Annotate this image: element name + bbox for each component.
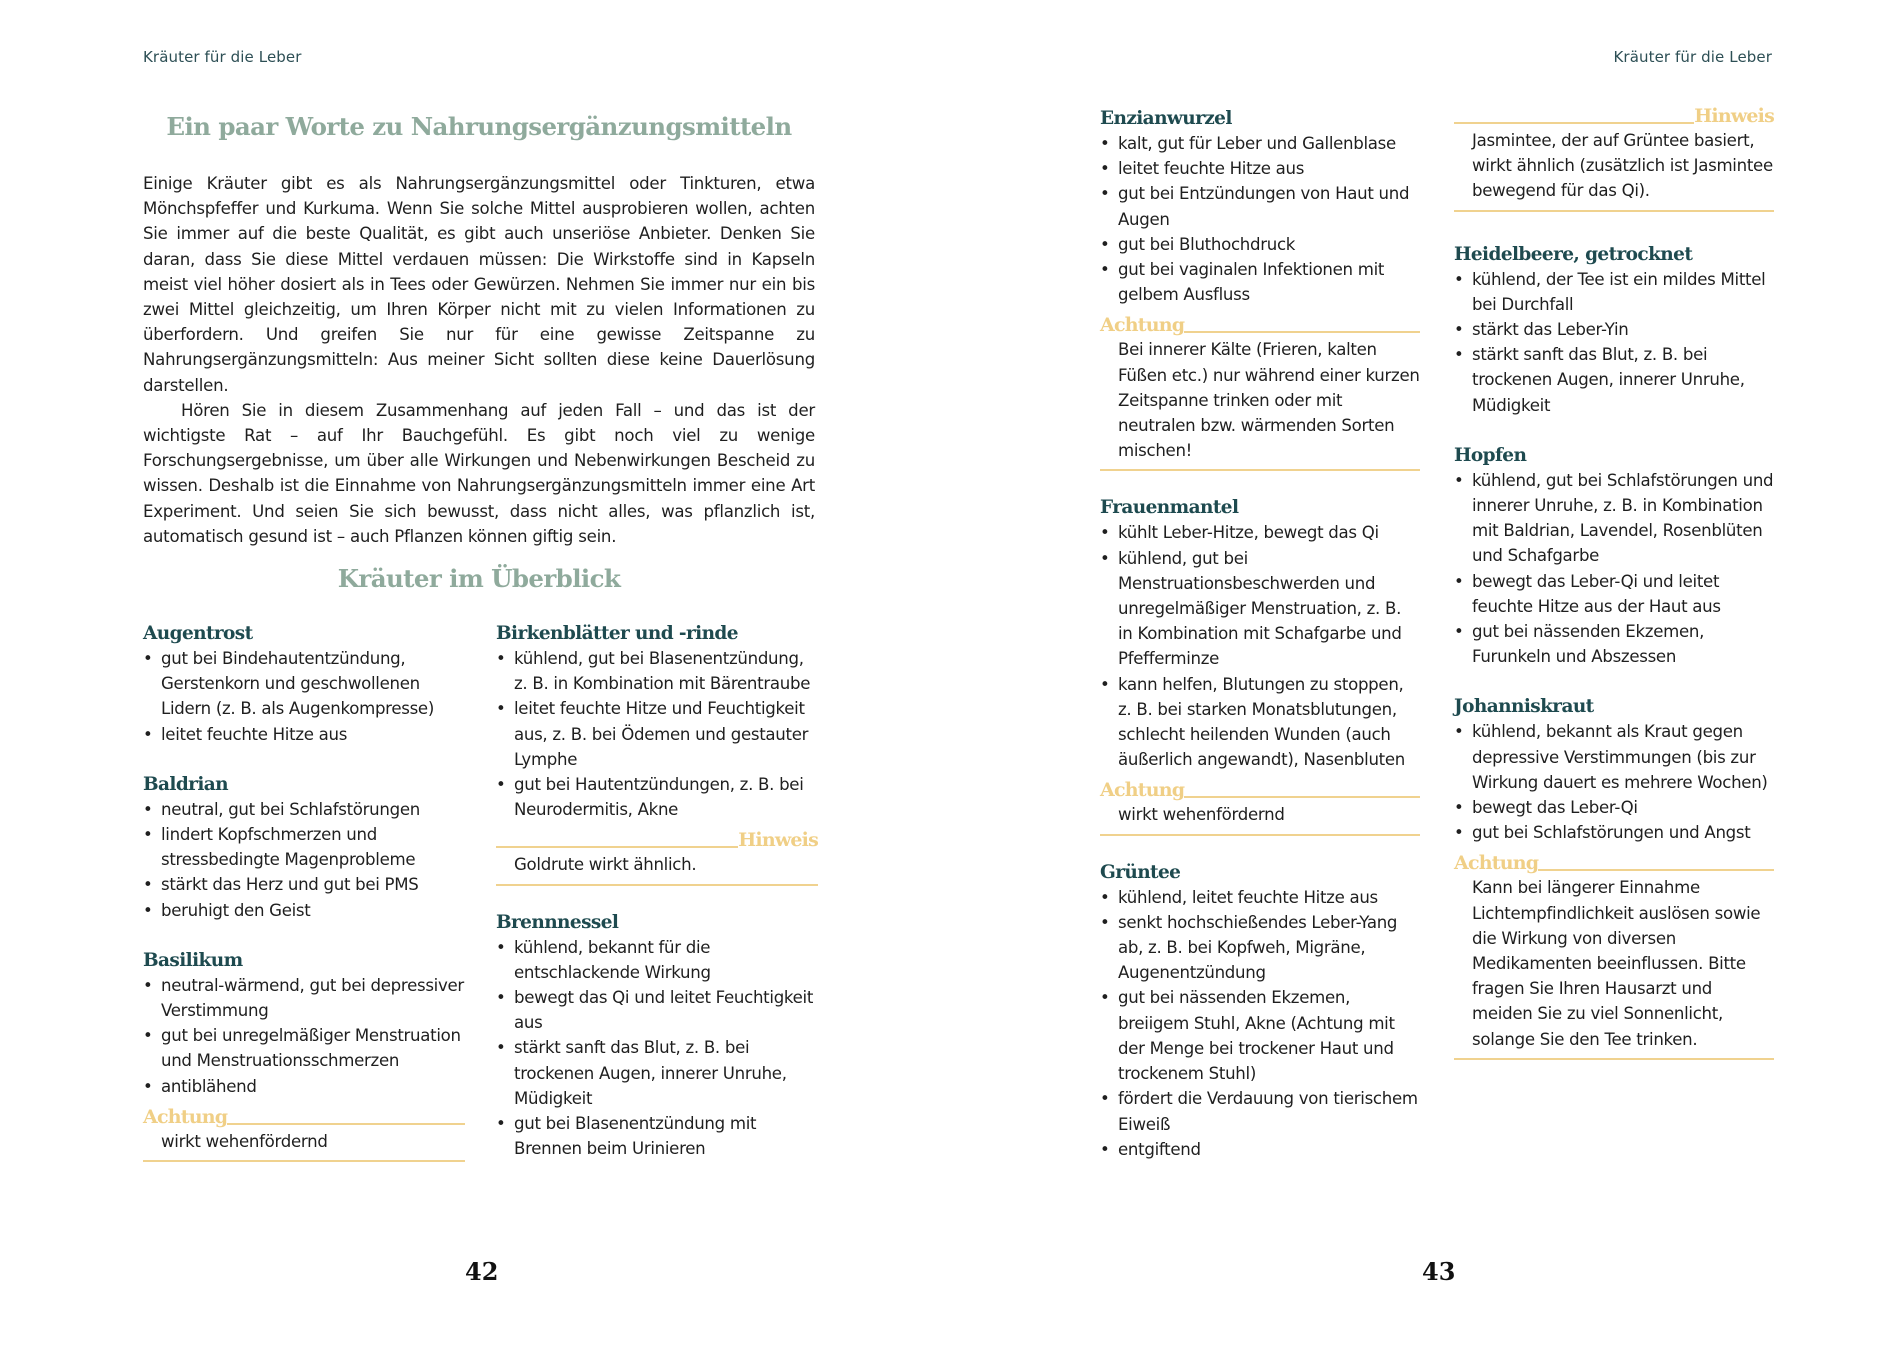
list-item: • kühlend, gut bei Blasenentzündung, z. B. in Kombination mit Bärentraube [496,646,818,696]
section-title-supplements: Ein paar Worte zu Nahrungsergänzungsmitteln [166,112,792,141]
list-item: • kann helfen, Blutungen zu stoppen, z. B. bei starken Monatsblutungen, schlecht heilenden Wunden (auch äußerlich angewandt), Nasenbluten [1100,672,1420,773]
herb-properties-list [1100,520,1420,772]
list-item: • gut bei vaginalen Infektionen mit gelbem Ausfluss [1100,257,1420,307]
herb-title: Basilikum [143,949,243,971]
list-item: • kühlend, leitet feuchte Hitze aus [1100,885,1420,910]
list-item: • kühlend, der Tee ist ein mildes Mittel bei Durchfall [1454,267,1774,317]
herb-entry [1100,106,1420,307]
list-item: • gut bei Bindehautentzündung, Gerstenkorn und geschwollenen Lidern (z. B. als Augenkompresse) [143,646,465,722]
herb-title: Hopfen [1454,444,1527,466]
callout-header [496,826,818,852]
right-col-1 [1100,106,1420,1187]
herb-entry [1454,242,1774,418]
herb-entry [143,948,465,1099]
callout-rule [227,1123,465,1125]
list-item: • kühlend, bekannt als Kraut gegen depressive Verstimmungen (bis zur Wirkung dauert es mehrere Wochen) [1454,719,1774,795]
callout-text: wirkt wehenfördernd [1100,802,1420,835]
list-item: • stärkt sanft das Blut, z. B. bei trockenen Augen, innerer Unruhe, Müdigkeit [496,1035,818,1111]
list-item: • stärkt das Herz und gut bei PMS [143,872,465,897]
list-item: • kühlend, gut bei Menstruationsbeschwerden und unregelmäßiger Menstruation, z. B. in Kombination mit Schafgarbe und Pfefferminze [1100,546,1420,672]
herb-title: Baldrian [143,773,228,795]
herb-entry [1100,860,1420,1162]
callout-header [143,1103,465,1129]
herb-properties-list [1454,267,1774,418]
herb-properties-list [1100,131,1420,307]
callout-label: Achtung [1454,852,1539,875]
list-item: • senkt hochschießendes Leber-Yang ab, z. B. bei Kopfweh, Migräne, Augenentzündung [1100,910,1420,986]
page-number-right: 43 [1422,1257,1456,1286]
list-item: • lindert Kopfschmerzen und stressbedingte Magenprobleme [143,822,465,872]
callout-rule [1538,869,1774,871]
herb-properties-list [496,646,818,822]
herb-entry [143,621,465,747]
list-item: • kalt, gut für Leber und Gallenblase [1100,131,1420,156]
callout-header [1454,102,1774,128]
callout-box [1100,311,1420,471]
list-item: • gut bei Entzündungen von Haut und Augen [1100,181,1420,231]
left-col-2 [496,621,818,1186]
section-title-overview: Kräuter im Überblick [337,564,621,593]
herb-properties-list [1454,719,1774,845]
callout-label: Achtung [1100,779,1185,802]
callout-box [1100,776,1420,835]
list-item: • leitet feuchte Hitze und Feuchtigkeit aus, z. B. bei Ödemen und gestauter Lymphe [496,696,818,772]
paragraph: Einige Kräuter gibt es als Nahrungsergänzungsmittel oder Tinkturen, etwa Mönchspfeffer und Kurkuma. Wenn Sie solche Mittel ausprobieren wollen, achten Sie immer auf die beste Qualität, es gibt auch unseriöse Anbieter. Denken Sie daran, dass Sie diese Mittel verdauen müssen: Die Wirkstoffe sind in Kapseln meist viel höher dosiert als in Tees oder Gewürzen. Nehmen Sie immer nur ein bis zwei Mittel gleichzeitig, um Ihren Körper nicht mit zu vielen Informationen zu überfordern. Und greifen Sie nur für eine gewisse Zeitspanne zu Nahrungsergänzungsmitteln: Aus meiner Sicht sollten diese keine Dauerlösung darstellen. [143,174,815,395]
callout-box [143,1103,465,1162]
list-item: • leitet feuchte Hitze aus [143,722,465,747]
herb-entry [143,772,465,923]
list-item: • neutral, gut bei Schlafstörungen [143,797,465,822]
callout-rule [496,846,738,848]
left-col-1 [143,621,465,1186]
callout-rule [1184,796,1420,798]
herb-entry [1100,495,1420,772]
herb-title: Grüntee [1100,861,1181,883]
callout-label: Achtung [143,1105,228,1128]
callout-text: Jasmintee, der auf Grüntee basiert, wirkt ähnlich (zusätzlich ist Jasmintee bewegend für das Qi). [1454,128,1774,212]
callout-box [1454,102,1774,212]
list-item: • beruhigt den Geist [143,898,465,923]
herb-properties-list [496,935,818,1162]
list-item: • gut bei nässenden Ekzemen, breiigem Stuhl, Akne (Achtung mit der Menge bei trockener Haut und trockenem Stuhl) [1100,985,1420,1086]
callout-rule [1454,122,1694,124]
list-item: • gut bei Hautentzündungen, z. B. bei Neurodermitis, Akne [496,772,818,822]
herb-title: Brennnessel [496,911,619,933]
callout-label: Hinweis [1694,105,1774,127]
herb-title: Birkenblätter und -rinde [496,623,738,644]
callout-box [1454,849,1774,1059]
herb-entry [496,621,818,822]
list-item: • kühlend, gut bei Schlafstörungen und innerer Unruhe, z. B. in Kombination mit Baldrian, Lavendel, Rosenblüten und Schafgarbe [1454,468,1774,569]
callout-text: Kann bei längerer Einnahme Lichtempfindlichkeit auslösen sowie die Wirkung von diversen Medikamenten beeinflussen. Bitte fragen Sie Ihren Hausarzt und meiden Sie zu viel Sonnenlicht, solange Sie den Tee trinken. [1454,875,1774,1059]
list-item: • gut bei Blasenentzündung mit Brennen beim Urinieren [496,1111,818,1161]
herb-title: Enzianwurzel [1100,108,1232,129]
callout-header [1454,849,1774,875]
list-item: • stärkt sanft das Blut, z. B. bei trockenen Augen, innerer Unruhe, Müdigkeit [1454,342,1774,418]
right-col-2 [1454,106,1774,1084]
herb-properties-list [143,973,465,1099]
callout-text: Goldrute wirkt ähnlich. [496,852,818,885]
callout-label: Hinweis [738,829,818,852]
list-item: • kühlt Leber-Hitze, bewegt das Qi [1100,520,1420,545]
list-item: • entgiftend [1100,1137,1420,1162]
callout-label: Achtung [1100,314,1185,337]
running-head-left: Kräuter für die Leber [143,48,302,66]
list-item: • fördert die Verdauung von tierischem Eiweiß [1100,1086,1420,1136]
herb-title: Frauenmantel [1100,497,1239,519]
list-item: • bewegt das Leber-Qi und leitet feuchte Hitze aus der Haut aus [1454,569,1774,619]
supplements-body [143,171,815,549]
callout-text: wirkt wehenfördernd [143,1129,465,1162]
running-head-right: Kräuter für die Leber [1613,48,1772,66]
list-item: • gut bei Bluthochdruck [1100,232,1420,257]
list-item: • gut bei Schlafstörungen und Angst [1454,820,1774,845]
herb-properties-list [1454,468,1774,670]
herb-entry [496,910,818,1162]
list-item: • kühlend, bekannt für die entschlackende Wirkung [496,935,818,985]
list-item: • bewegt das Qi und leitet Feuchtigkeit aus [496,985,818,1035]
herb-entry [1454,694,1774,845]
herb-properties-list [143,797,465,923]
callout-box [496,826,818,885]
page-number-left: 42 [465,1257,499,1286]
herb-properties-list [1100,885,1420,1162]
callout-header [1100,776,1420,802]
list-item: • neutral-wärmend, gut bei depressiver Verstimmung [143,973,465,1023]
callout-text: Bei innerer Kälte (Frieren, kalten Füßen etc.) nur während einer kurzen Zeitspanne trinken oder mit neutralen bzw. wärmenden Sorten mischen! [1100,337,1420,471]
list-item: • stärkt das Leber-Yin [1454,317,1774,342]
list-item: • bewegt das Leber-Qi [1454,795,1774,820]
herb-title: Augentrost [143,623,253,644]
list-item: • antiblähend [143,1074,465,1099]
herb-entry [1454,443,1774,670]
herb-title: Heidelbeere, getrocknet [1454,243,1693,265]
paragraph: Hören Sie in diesem Zusammenhang auf jeden Fall – und das ist der wichtigste Rat – auf Ihr Bauchgefühl. Es gibt noch viel zu wenige Forschungsergebnisse, um über alle Wirkungen und Nebenwirkungen Bescheid zu wissen. Deshalb ist die Einnahme von Nahrungsergänzungsmitteln immer eine Art Experiment. Und seien Sie sich bewusst, dass nicht alles, was pflanzlich ist, automatisch gesund ist – auch Pflanzen können giftig sein. [143,400,815,546]
herb-title: Johanniskraut [1454,696,1594,718]
list-item: • leitet feuchte Hitze aus [1100,156,1420,181]
herb-properties-list [143,646,465,747]
callout-header [1100,311,1420,337]
callout-rule [1184,331,1420,333]
list-item: • gut bei nässenden Ekzemen, Furunkeln und Abszessen [1454,619,1774,669]
list-item: • gut bei unregelmäßiger Menstruation und Menstruationsschmerzen [143,1023,465,1073]
